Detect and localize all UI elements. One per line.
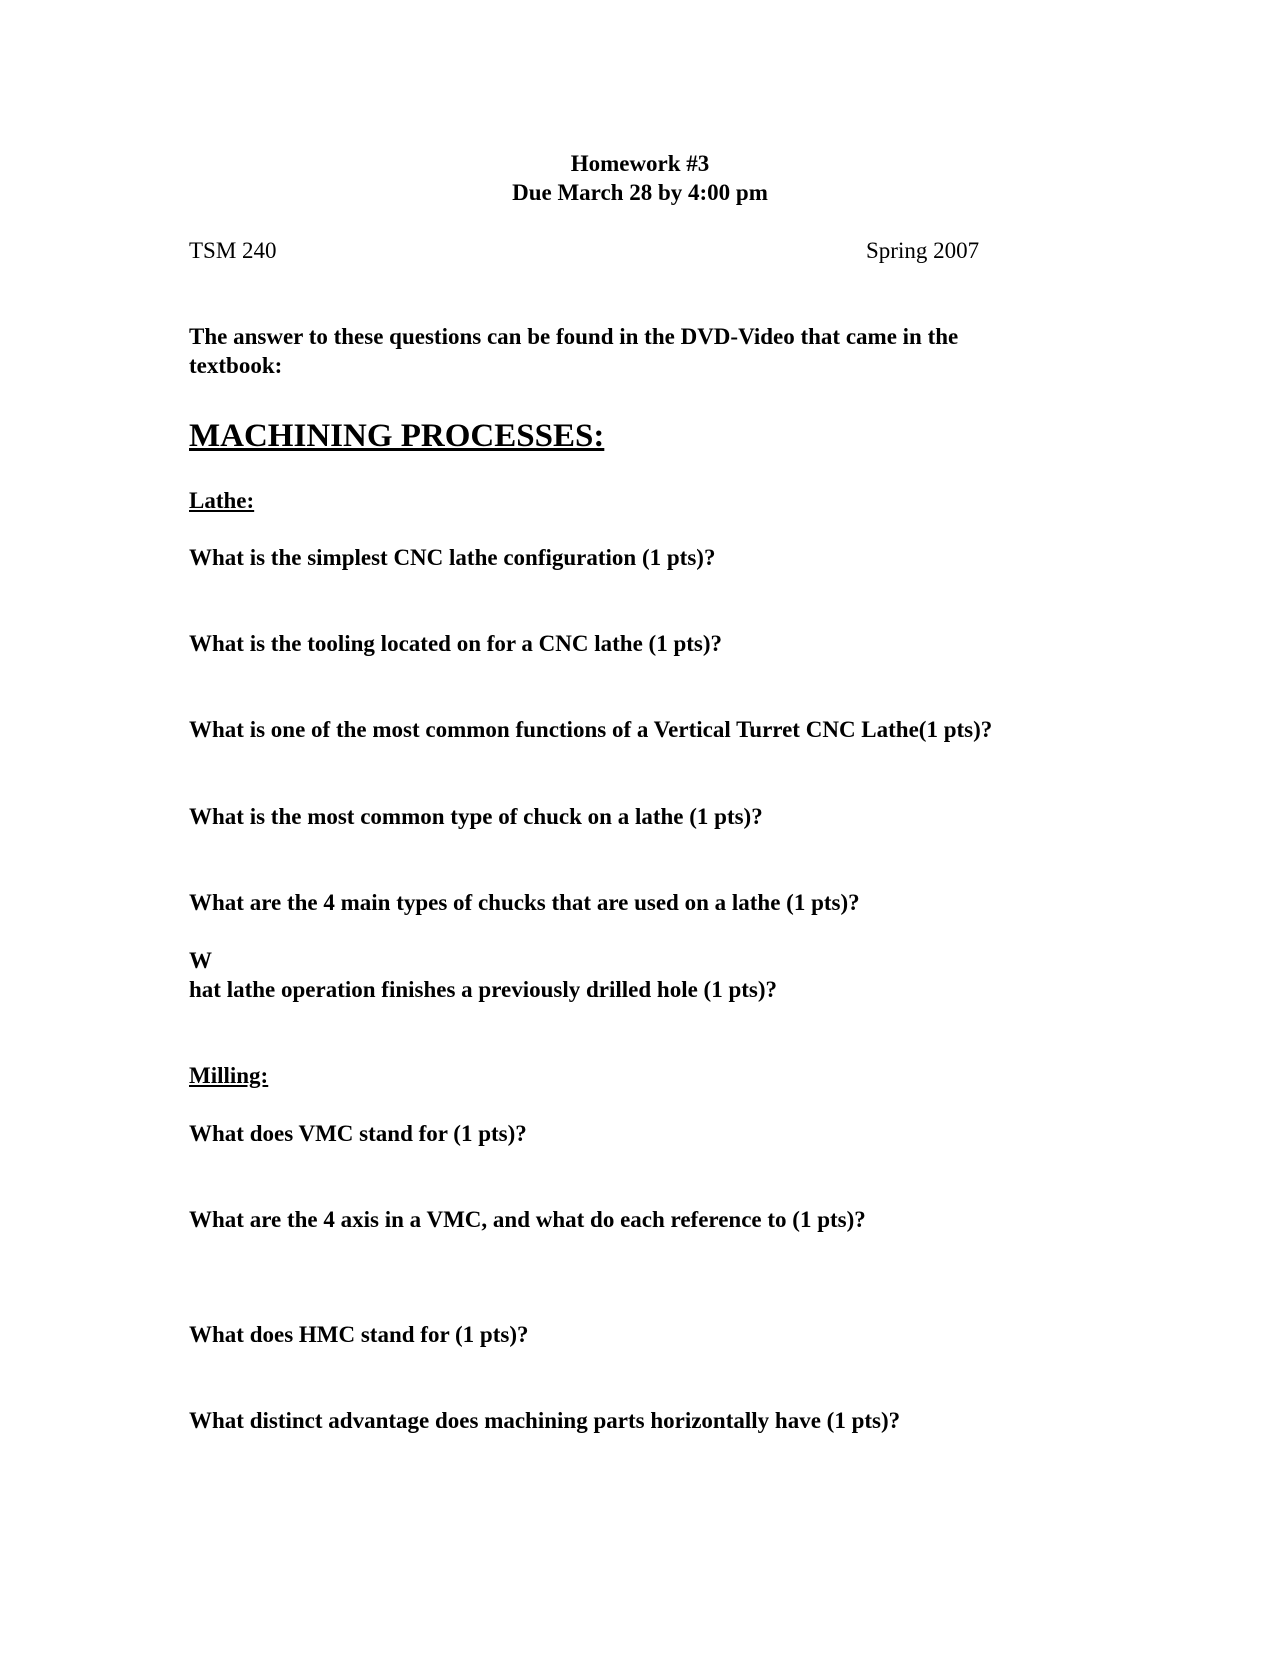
lathe-question: What is the most common type of chuck on a lathe (1 pts)? [189,804,763,829]
milling-question: What does HMC stand for (1 pts)? [189,1322,529,1347]
term: Spring 2007 [866,238,980,263]
lathe-question: What is the simplest CNC lathe configuration (1 pts)? [189,545,716,570]
milling-question: What distinct advantage does machining parts horizontally have (1 pts)? [189,1408,901,1433]
split-question-rest: hat lathe operation finishes a previously drilled hole (1 pts)? [189,977,778,1002]
split-question-first-letter: W [189,948,212,973]
milling-question: What are the 4 axis in a VMC, and what do each reference to (1 pts)? [189,1207,866,1232]
section-title: MACHINING PROCESSES: [189,418,605,454]
lathe-question: What are the 4 main types of chucks that are used on a lathe (1 pts)? [189,890,860,915]
intro-line-1: The answer to these questions can be found in the DVD-Video that came in the [189,324,959,349]
milling-heading: Milling: [189,1063,269,1088]
course-code: TSM 240 [189,238,277,263]
homework-title: Homework #3 [570,151,710,176]
milling-question: What does VMC stand for (1 pts)? [189,1121,527,1146]
due-date: Due March 28 by 4:00 pm [512,180,768,205]
lathe-question: What is one of the most common functions of a Vertical Turret CNC Lathe(1 pts)? [189,717,993,742]
lathe-heading: Lathe: [189,488,255,513]
lathe-question: What is the tooling located on for a CNC lathe (1 pts)? [189,631,723,656]
intro-line-2: textbook: [189,353,283,378]
